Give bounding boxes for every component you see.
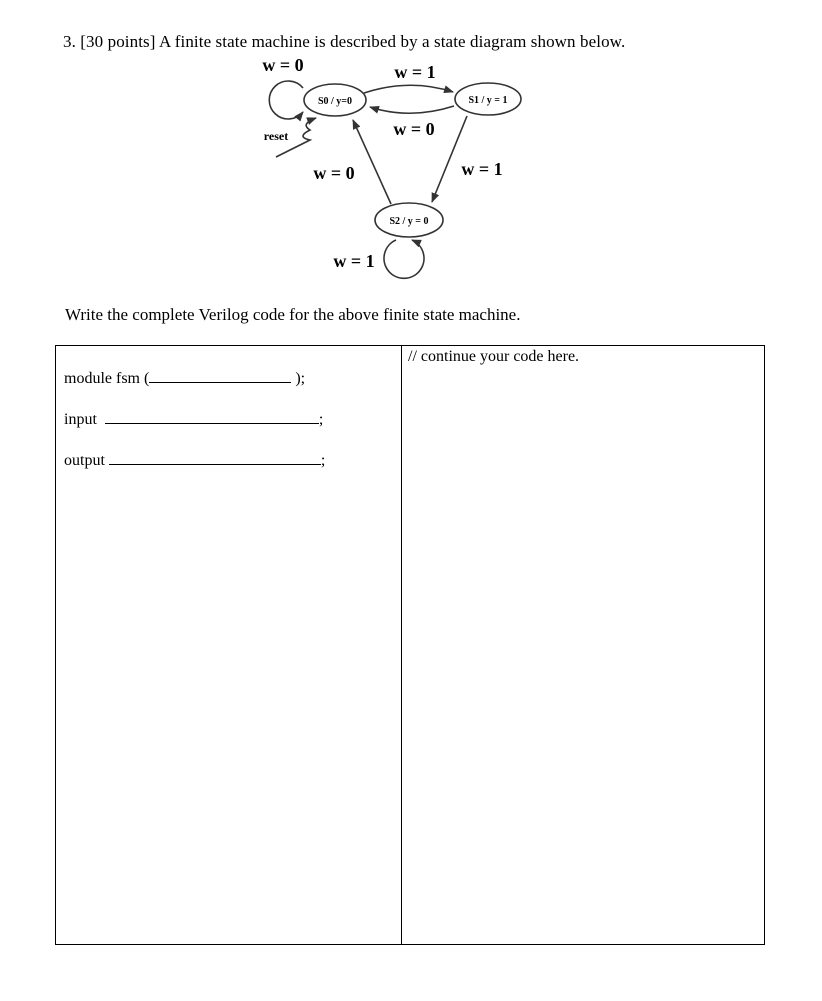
output-label: output <box>64 452 105 469</box>
answer-table <box>55 345 765 945</box>
state-diagram <box>0 0 822 300</box>
module-ports-blank[interactable] <box>149 368 291 383</box>
module-line <box>64 368 305 388</box>
s0-to-s1-arrow <box>364 85 453 93</box>
module-suffix: ); <box>295 370 306 387</box>
input-line <box>64 409 323 429</box>
label-s0-self: w = 0 <box>262 55 304 75</box>
label-s1-to-s0: w = 0 <box>393 119 435 139</box>
label-s1-to-s2: w = 1 <box>461 159 503 179</box>
label-s0-to-s1: w = 1 <box>394 62 436 82</box>
input-label: input <box>64 411 97 428</box>
label-s2-to-s0: w = 0 <box>313 163 355 183</box>
input-blank[interactable] <box>105 409 319 424</box>
label-s2-self: w = 1 <box>333 251 375 271</box>
output-blank[interactable] <box>109 450 321 465</box>
s2-to-s0-arrow <box>353 120 391 204</box>
code-area[interactable] <box>408 348 579 366</box>
instruction-text: Write the complete Verilog code for the above finite state machine. <box>65 305 521 324</box>
output-suffix: ; <box>320 452 326 469</box>
state-s1-label: S1 / y = 1 <box>468 95 508 106</box>
s1-to-s0-arrow <box>370 106 454 113</box>
s2-self-loop <box>384 240 424 278</box>
code-comment: // continue your code here. <box>408 348 580 365</box>
input-suffix: ; <box>318 411 324 428</box>
module-prefix: module fsm ( <box>64 370 150 387</box>
s0-self-loop <box>269 81 303 119</box>
state-s0-label: S0 / y=0 <box>317 96 353 107</box>
state-s2-label: S2 / y = 0 <box>389 216 429 227</box>
reset-label: reset <box>263 129 289 143</box>
question-text: 3. [30 points] A finite state machine is described by a state diagram shown below. <box>63 32 626 51</box>
output-line <box>64 450 325 470</box>
answer-divider <box>401 346 402 944</box>
